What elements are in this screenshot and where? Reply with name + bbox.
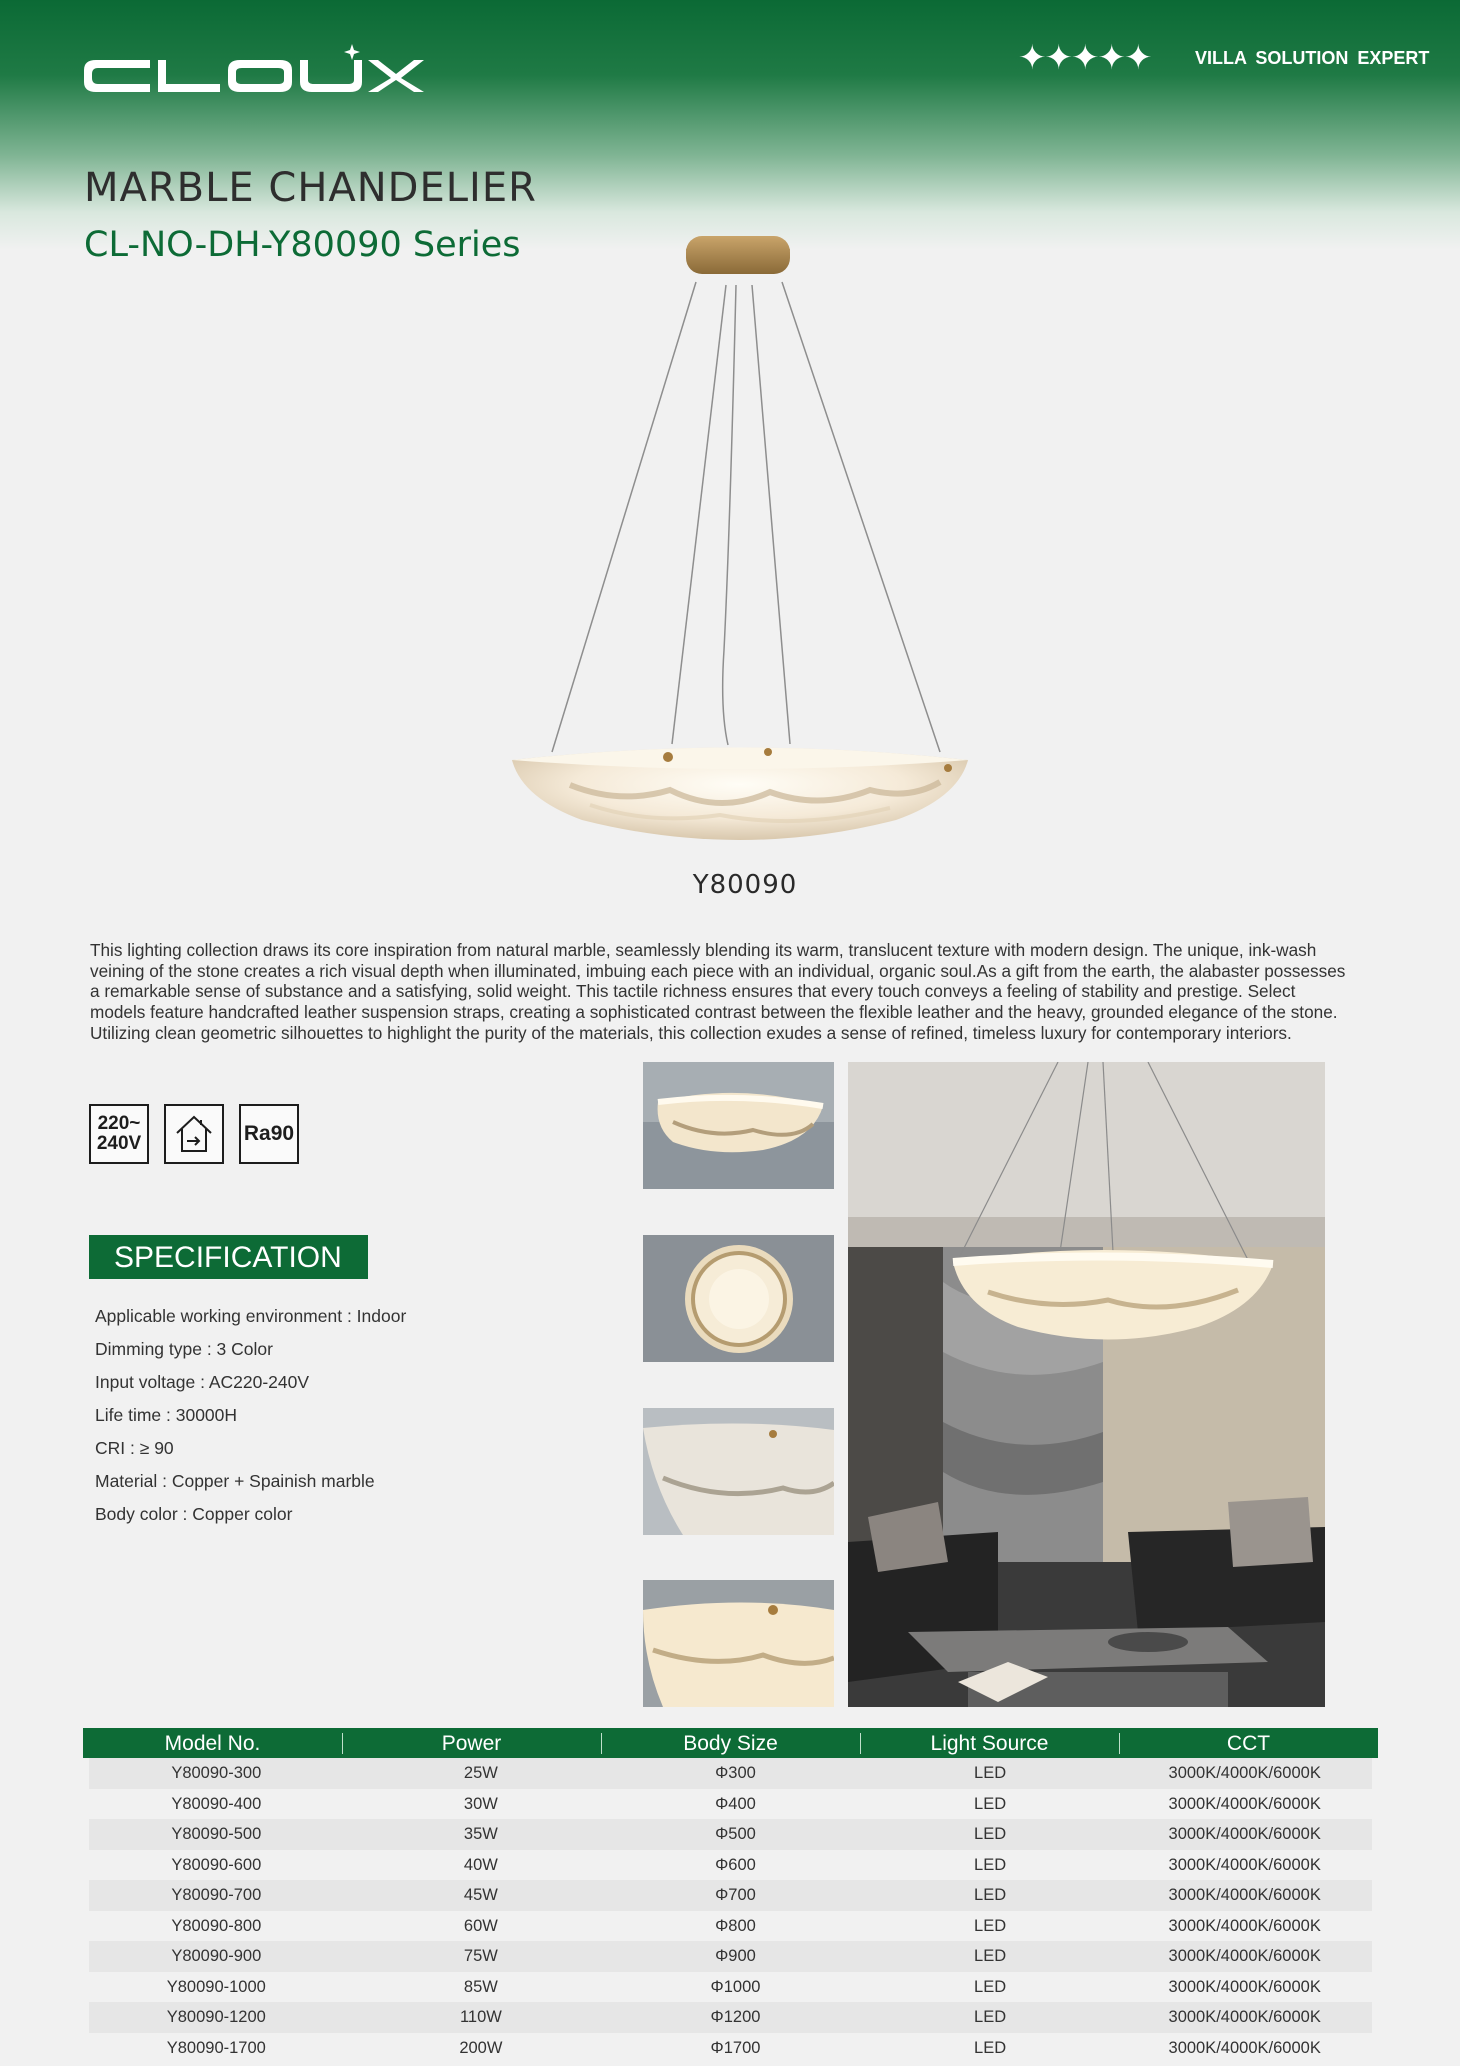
cell-power: 75W [463, 1947, 498, 1965]
cell-source: LED [974, 1947, 1007, 1965]
cell-size: Φ800 [715, 1916, 756, 1935]
cell-model: Y80090-700 [171, 1886, 262, 1904]
cell-size: Φ1000 [710, 1977, 761, 1996]
spec-item: Input voltage : AC220-240V [95, 1372, 310, 1392]
product-description: This lighting collection draws its core inspiration from natural marble, seamlessly blending its warm, translucent texture with modern design. The unique, ink-wash veining of the stone creates a rich visual depth when illuminated, imbuing each piece with an individual, organic soul.As a gift from the earth, the alabaster possesses a remarkable sense of substance and a satisfying, solid weight. This tactile richness ensures that every touch conveys a feeling of stability and prestige. Select models feature handcrafted leather suspension straps, creating a sophisticated contrast between the flexible leather and the heavy, grounded elegance of the stone. Utilizing clean geometric silhouettes to highlight the purity of the materials, this collection exudes a sense of refined, timeless luxury for contemporary interiors. [90, 940, 1346, 1043]
voltage-badge [89, 1104, 149, 1164]
table-row [89, 1972, 1372, 2003]
header-body-size: Body Size [601, 1728, 860, 1758]
cell-power: 200W [459, 2038, 503, 2057]
cell-cct: 3000K/4000K/6000K [1168, 1764, 1321, 1782]
cell-power: 85W [463, 1977, 498, 1996]
cell-cct: 3000K/4000K/6000K [1168, 1886, 1321, 1904]
cell-cct: 3000K/4000K/6000K [1168, 2008, 1321, 2026]
series-name: CL-NO-DH-Y80090 Series [84, 225, 521, 265]
cell-power: 60W [463, 1916, 498, 1935]
voltage-line1: 220~ [97, 1113, 141, 1134]
voltage-line2: 240V [96, 1133, 142, 1154]
spec-item: Dimming type : 3 Color [95, 1339, 273, 1359]
cell-cct: 3000K/4000K/6000K [1168, 1947, 1321, 1965]
table-row [89, 1911, 1372, 1942]
table-row [89, 1850, 1372, 1881]
chandelier-hero-image [500, 230, 990, 860]
table-row [89, 2002, 1372, 2033]
header-model-no: Model No. [164, 1732, 261, 1755]
ra90-badge: Ra90 [239, 1104, 299, 1164]
cell-cct: 3000K/4000K/6000K [1168, 1825, 1321, 1843]
table-row [89, 1880, 1372, 1911]
cell-source: LED [974, 1764, 1007, 1782]
cell-power: 25W [463, 1764, 498, 1782]
header-band [0, 0, 1460, 250]
cell-cct: 3000K/4000K/6000K [1168, 1855, 1321, 1874]
tagline: VILLA SOLUTION EXPERT [1195, 48, 1430, 68]
specification-title: SPECIFICATION [89, 1235, 368, 1279]
spec-item: Body color : Copper color [95, 1504, 293, 1524]
table-row [89, 2033, 1372, 2064]
cell-cct: 3000K/4000K/6000K [1168, 1977, 1321, 1996]
header-power: Power [342, 1728, 601, 1758]
cell-size: Φ1200 [710, 2008, 761, 2026]
cell-source: LED [974, 1794, 1007, 1813]
specification-list [95, 1300, 406, 1531]
cloux-logo [84, 44, 434, 104]
cell-power: 30W [463, 1794, 498, 1813]
table-row [89, 1941, 1372, 1972]
cell-power: 45W [463, 1886, 498, 1904]
cell-source: LED [974, 1916, 1007, 1935]
cell-model: Y80090-600 [171, 1855, 262, 1874]
thumbnail-closeup-view [643, 1408, 834, 1535]
cell-size: Φ400 [715, 1794, 756, 1813]
cell-size: Φ900 [715, 1947, 756, 1965]
cell-model: Y80090-1700 [166, 2038, 266, 2057]
header-light-source: Light Source [860, 1728, 1119, 1758]
cell-source: LED [974, 1825, 1007, 1843]
cell-cct: 3000K/4000K/6000K [1168, 2038, 1321, 2057]
spec-item: Applicable working environment : Indoor [95, 1306, 407, 1326]
cell-source: LED [974, 1977, 1007, 1996]
table-row [89, 1819, 1372, 1850]
thumbnail-side-view [643, 1062, 834, 1189]
cell-size: Φ1700 [710, 2038, 761, 2057]
thumbnail-lit-view [643, 1580, 834, 1707]
cell-model: Y80090-900 [171, 1947, 262, 1965]
cell-source: LED [974, 2008, 1007, 2026]
cell-size: Φ700 [715, 1886, 756, 1904]
cell-source: LED [974, 1886, 1007, 1904]
cell-cct: 3000K/4000K/6000K [1168, 1794, 1321, 1813]
cell-size: Φ600 [715, 1855, 756, 1874]
spec-item: Material : Copper + Spainish marble [95, 1471, 375, 1491]
spec-item: CRI : ≥ 90 [95, 1438, 174, 1458]
cell-size: Φ500 [715, 1825, 756, 1843]
cell-cct: 3000K/4000K/6000K [1168, 1916, 1321, 1935]
page-title: MARBLE CHANDELIER [84, 165, 537, 211]
cell-power: 35W [463, 1825, 498, 1843]
model-table [83, 1728, 1378, 2063]
cell-model: Y80090-800 [171, 1916, 262, 1935]
model-caption: Y80090 [692, 870, 798, 900]
thumbnail-bottom-view [643, 1235, 834, 1362]
cell-power: 40W [463, 1855, 498, 1874]
cell-power: 110W [459, 2008, 502, 2026]
cell-model: Y80090-1000 [166, 1977, 266, 1996]
cell-source: LED [974, 2038, 1007, 2057]
table-row [89, 1758, 1372, 1789]
house-indoor-icon [164, 1104, 224, 1164]
cell-model: Y80090-400 [171, 1794, 262, 1813]
rating-stars: ✦✦✦✦✦ [1018, 38, 1151, 78]
cell-model: Y80090-1200 [166, 2008, 266, 2026]
cell-size: Φ300 [715, 1764, 756, 1782]
spec-item: Life time : 30000H [95, 1405, 238, 1425]
cell-model: Y80090-300 [171, 1764, 262, 1782]
table-row [89, 1789, 1372, 1820]
interior-scene-image [848, 1062, 1325, 1707]
header-cct: CCT [1119, 1728, 1378, 1758]
cell-model: Y80090-500 [171, 1825, 262, 1843]
table-body [83, 1758, 1378, 2063]
table-header [83, 1728, 1378, 1758]
cell-source: LED [974, 1855, 1007, 1874]
